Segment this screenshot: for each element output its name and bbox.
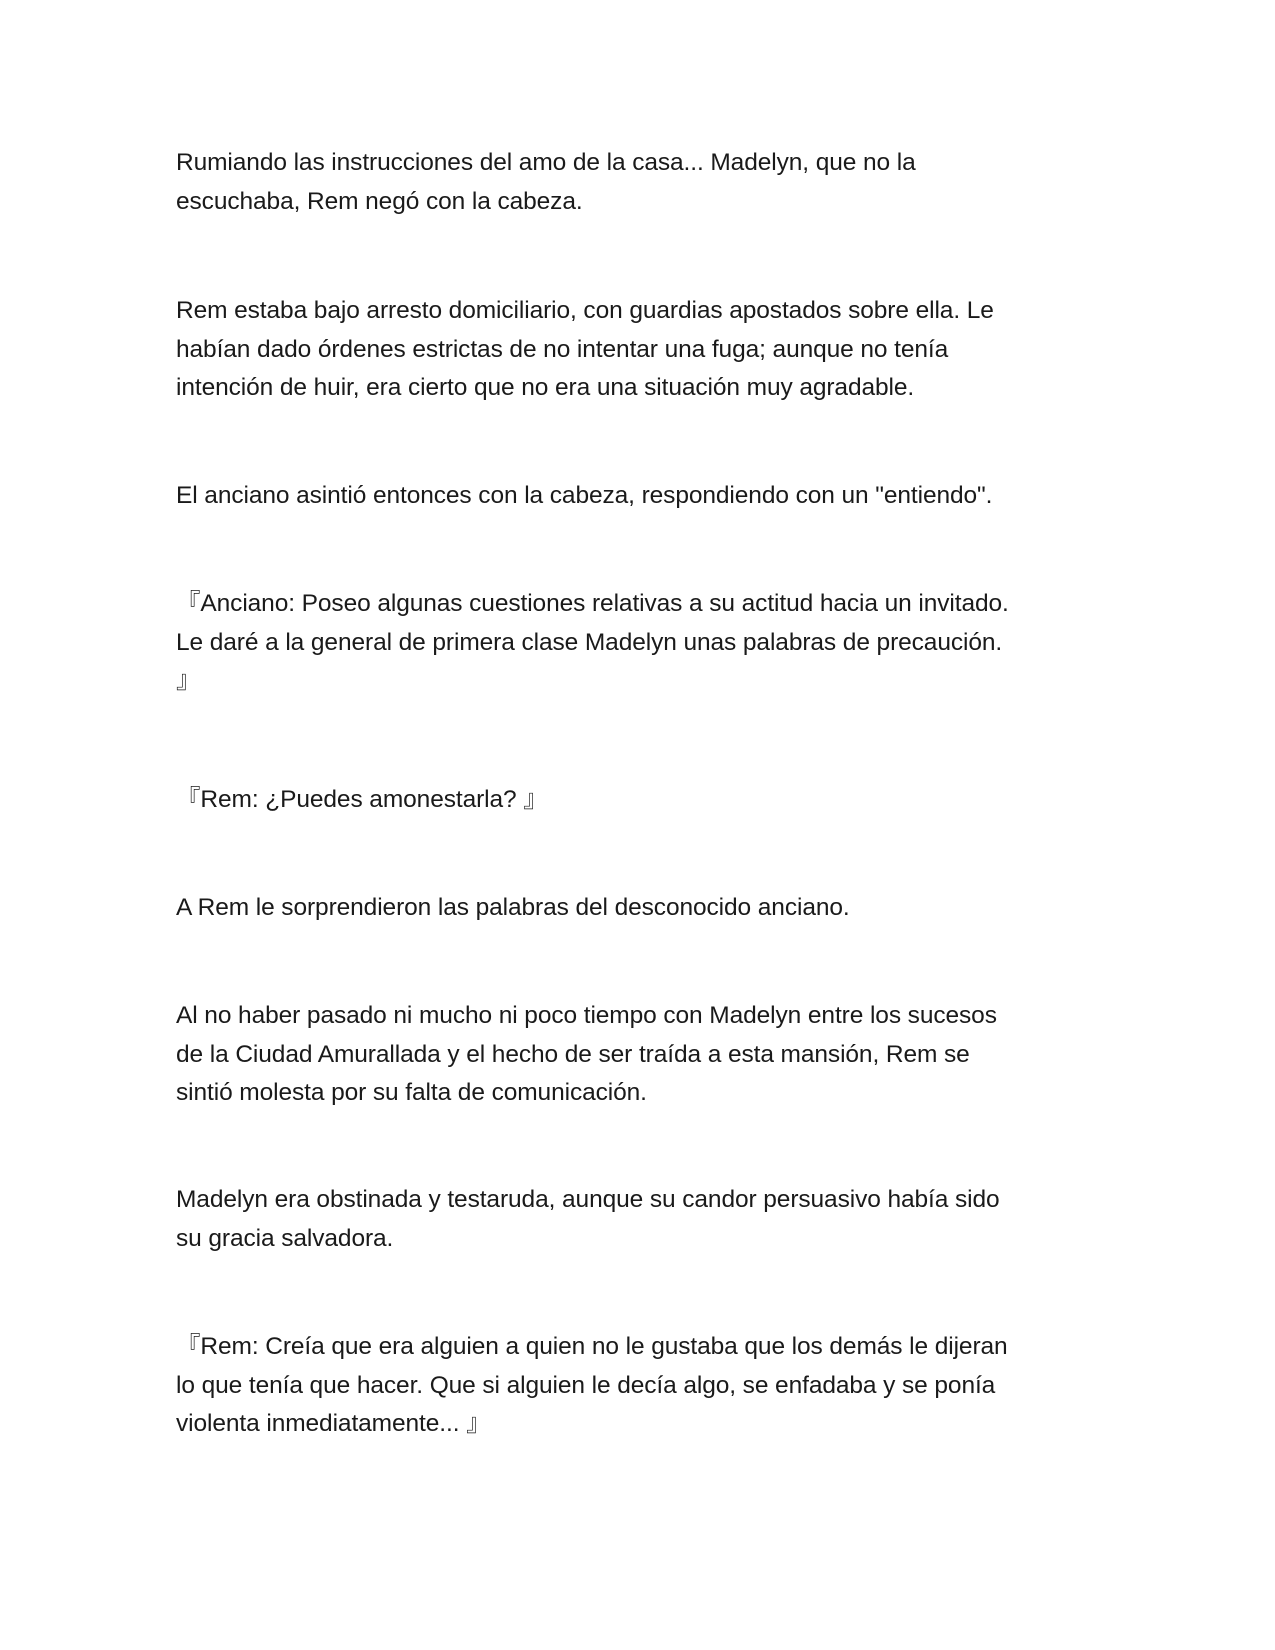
- paragraph-3: El anciano asintió entonces con la cabeza, respondiendo con un "entiendo".: [176, 482, 993, 509]
- paragraph-1: Rumiando las instrucciones del amo de la casa... Madelyn, que no la escuchaba, Rem negó con la cabeza.: [176, 149, 916, 215]
- paragraph-5: Al no haber pasado ni mucho ni poco tiempo con Madelyn entre los sucesos de la Ciudad Amurallada y el hecho de ser traída a esta mansión, Rem se sintió molesta por su falta de comunicación.: [176, 1002, 997, 1106]
- dialogue-rem-2: 『Rem: Creía que era alguien a quien no le gustaba que los demás le dijeran lo que tenía que hacer. Que si alguien le decía algo, se enfadaba y se ponía violenta inmediatamente... 』: [176, 1333, 1008, 1437]
- paragraph-2: Rem estaba bajo arresto domiciliario, con guardias apostados sobre ella. Le habían dado órdenes estrictas de no intentar una fuga; aunque no tenía intención de huir, era cierto que no era una situación muy agradable.: [176, 297, 994, 401]
- paragraph-6: Madelyn era obstinada y testaruda, aunque su candor persuasivo había sido su gracia salvadora.: [176, 1186, 1000, 1252]
- paragraph-4: A Rem le sorprendieron las palabras del desconocido anciano.: [176, 894, 850, 921]
- dialogue-rem-1: 『Rem: ¿Puedes amonestarla? 』: [176, 786, 548, 813]
- dialogue-anciano: 『Anciano: Poseo algunas cuestiones relativas a su actitud hacia un invitado. Le daré a la general de primera clase Madelyn unas palabras de precaución. 』: [176, 590, 1009, 694]
